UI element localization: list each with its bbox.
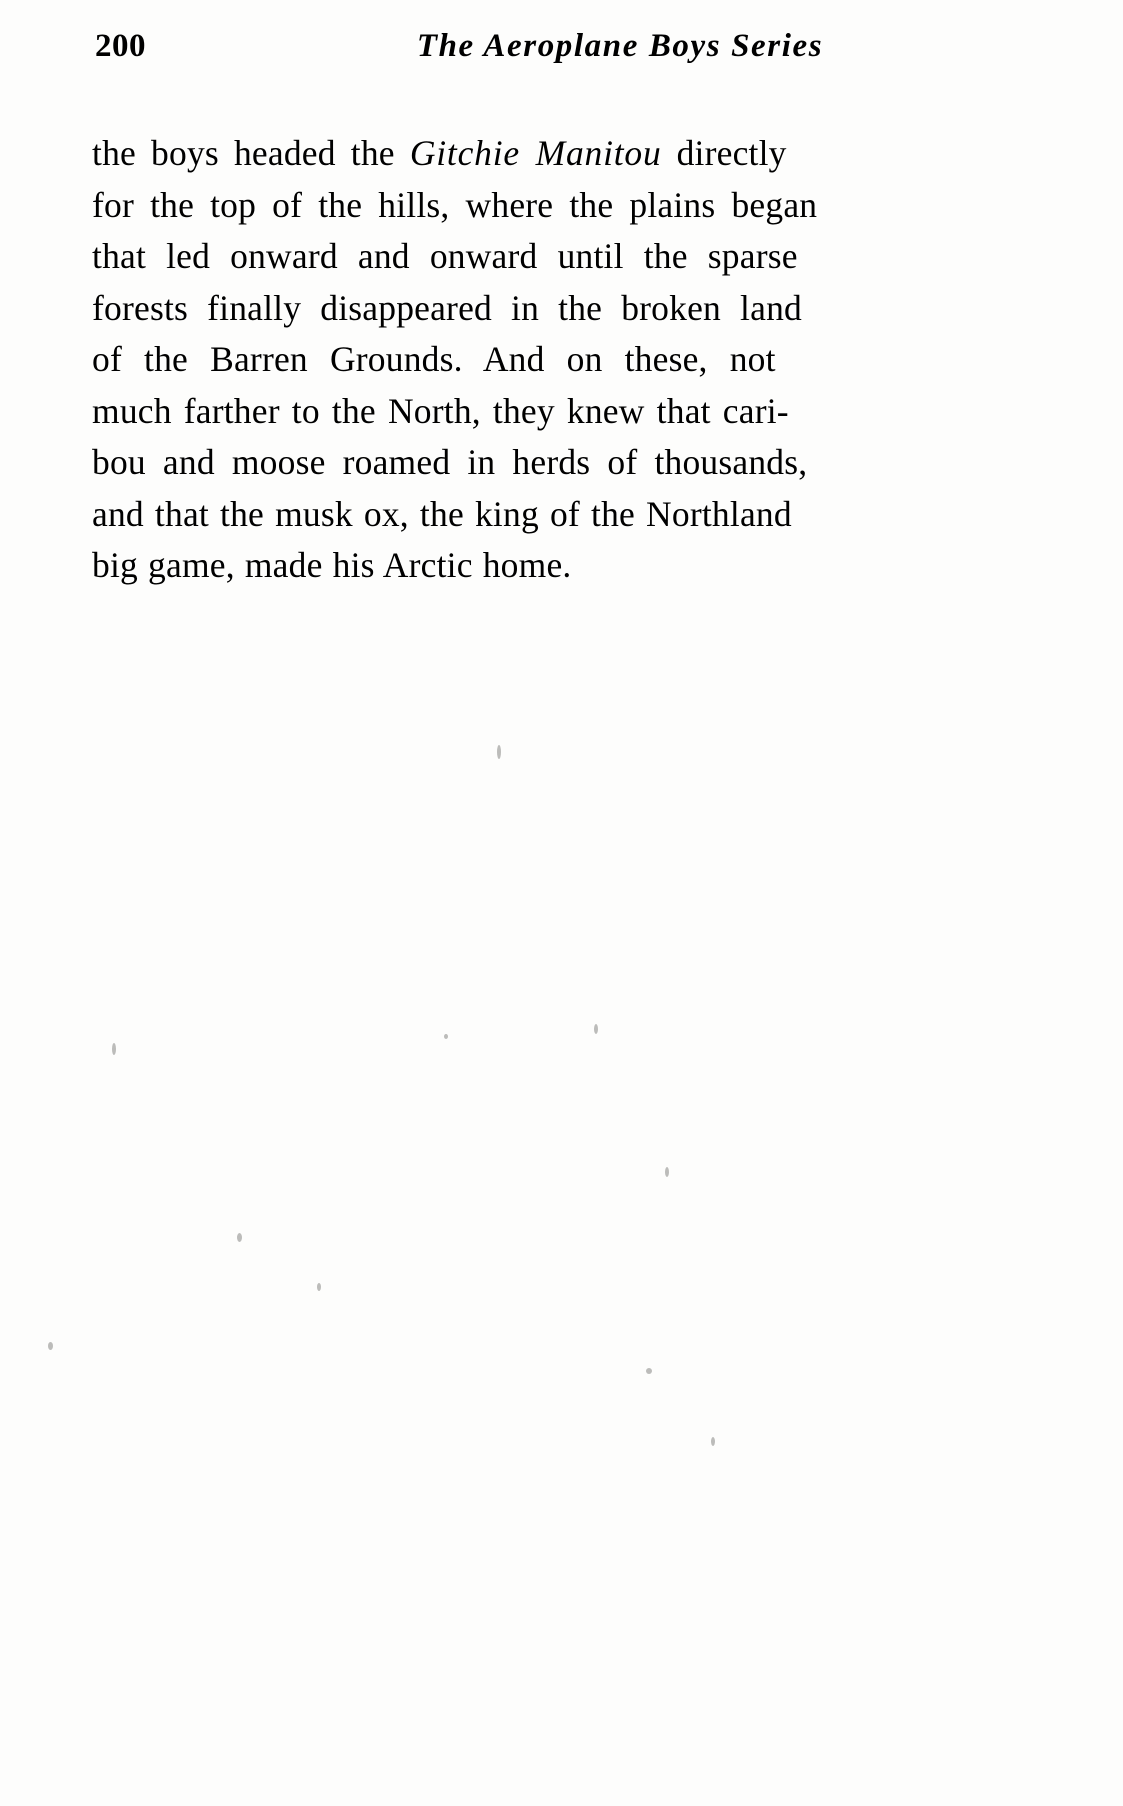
text-line: that led onward and onward until the sparse	[92, 236, 798, 276]
page-number: 200	[95, 28, 146, 64]
scan-speck	[444, 1034, 448, 1039]
scan-speck	[711, 1437, 715, 1446]
line-text-before: the boys headed the	[92, 133, 410, 173]
text-line: big game, made his Arctic home.	[92, 545, 572, 585]
scan-speck	[112, 1043, 116, 1055]
scan-speck	[497, 745, 501, 759]
scan-speck	[317, 1283, 321, 1291]
text-line: bou and moose roamed in herds of thousands,	[92, 442, 808, 482]
italic-ship-name: Gitchie Manitou	[409, 133, 662, 173]
body-text	[92, 128, 977, 592]
text-line: and that the musk ox, the king of the Northland	[92, 493, 792, 534]
scan-speck	[665, 1167, 669, 1177]
text-line: forests finally disappeared in the broken land	[92, 287, 802, 328]
text-line: much farther to the North, they knew that cari-	[92, 390, 789, 431]
scan-speck	[48, 1342, 53, 1350]
line-text-after: directly	[661, 133, 787, 173]
scan-speck	[237, 1233, 242, 1242]
page-header	[95, 28, 975, 74]
scan-speck	[646, 1368, 652, 1374]
text-line: for the top of the hills, where the plains began	[92, 184, 818, 225]
scan-speck	[594, 1024, 598, 1034]
running-head: The Aeroplane Boys Series	[416, 28, 824, 64]
text-line	[92, 128, 977, 180]
text-line: of the Barren Grounds. And on these, not	[92, 339, 776, 379]
